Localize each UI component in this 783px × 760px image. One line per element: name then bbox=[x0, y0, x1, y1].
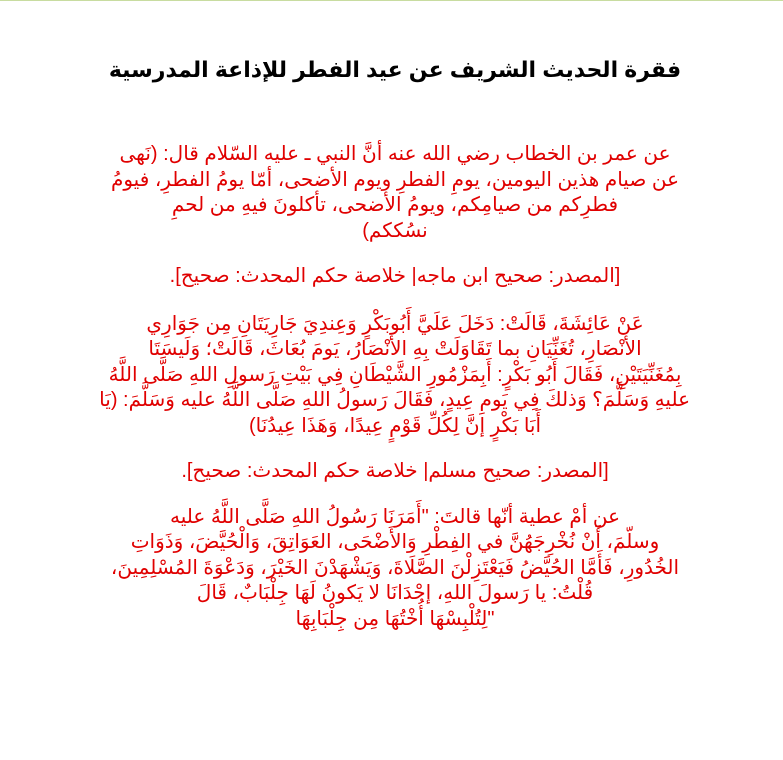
page-title: فقرة الحديث الشريف عن عيد الفطر للإذاعة المدرسية bbox=[108, 57, 682, 82]
hadith-line: عَنْ عَائِشَةَ، قَالَتْ: دَخَلَ عَلَيَّ أَبُوبَكْرٍ وَعِندِيَ جَارِيَتَانِ مِن جَوَارِي bbox=[146, 312, 644, 335]
hadith-line: نسُككم) bbox=[362, 219, 428, 242]
hadith-line: عليهِ وَسَلَّمَ؟ وَذلكَ فِي يَومِ عِيدٍ، فَقَالَ رَسولُ اللهِ صَلَّى اللَّهُ عليه وَسَلَّمَ: (يَا bbox=[99, 389, 690, 411]
hadith-line: وسلّمَ، أَنْ نُخْرِجَهُنَّ في الفِطْرِ وَالأَضْحَى، العَوَاتِقَ، وَالْحُيَّضَ، وَذَوَاتِ bbox=[130, 531, 660, 553]
hadith-line: فطرِكم من صيامِكم، ويومُ الأضحى، تأكلونَ فيهِ من لحمِ bbox=[171, 194, 619, 216]
hadith-line: أَبَا بَكْرٍ إنَّ لِكُلِّ قَوْمٍ عِيدًا، وَهَذَا عِيدُنَا) bbox=[248, 414, 542, 437]
hadith-line: عن صيام هذين اليومين، يومِ الفطرِ ويوم الأضحى، أمّا يومُ الفطرِ، فيومُ bbox=[110, 168, 680, 191]
hadith-1 bbox=[100, 142, 690, 244]
hadith-line: الخُدُورِ، فَأَمَّا الحُيَّضُ فَيَعْتَزِلْنَ الصَّلَاةَ، وَيَشْهَدْنَ الخَيْرَ، وَدَعْوَةَ المُسْلِمِينَ، bbox=[110, 556, 680, 579]
hadith-line: بِمُغَنِّيَتَيْنِ، فَقَالَ أَبُو بَكْرٍ: أَبِمَزْمُورِ الشَّيْطَانِ فِي بَيْتِ رَسولِ اللهِ صَلَّى اللَّهُ bbox=[108, 363, 682, 386]
hadith-3 bbox=[100, 505, 690, 633]
hadith-line: قُلْتُ: يا رَسولَ اللهِ، إحْدَانَا لا يَكونُ لَهَا جِلْبَابٌ، قَالَ bbox=[196, 582, 594, 604]
hadith-line: عن عمر بن الخطاب رضي الله عنه أنَّ النبي ـ عليه السّلام قال: (نَهى bbox=[119, 143, 671, 165]
hadith-2-source: [المصدر: صحيح مسلم| خلاصة حكم المحدث: صحيح]. bbox=[181, 460, 609, 482]
hadith-2 bbox=[100, 312, 690, 440]
hadith-line: عن أمْ عطية أنّها قالتَ: "أَمَرَنَا رَسُولُ اللهِ صَلَّى اللَّهُ عليه bbox=[169, 505, 621, 528]
hadith-line: الأنْصَارِ، تُغَنِّيَانِ بما تَقَاوَلَتْ بِهِ الأنْصَارُ، يَومَ بُعَاثَ، قَالَتْ؛ وَلَيسَتَا bbox=[148, 338, 642, 360]
hadith-1-source: [المصدر: صحيح ابن ماجه| خلاصة حكم المحدث: صحيح]. bbox=[169, 265, 621, 287]
hadith-line: "لِتُلْبِسْهَا أُخْتُهَا مِن جِلْبَابِهَا bbox=[295, 607, 495, 630]
document-page bbox=[100, 0, 690, 632]
